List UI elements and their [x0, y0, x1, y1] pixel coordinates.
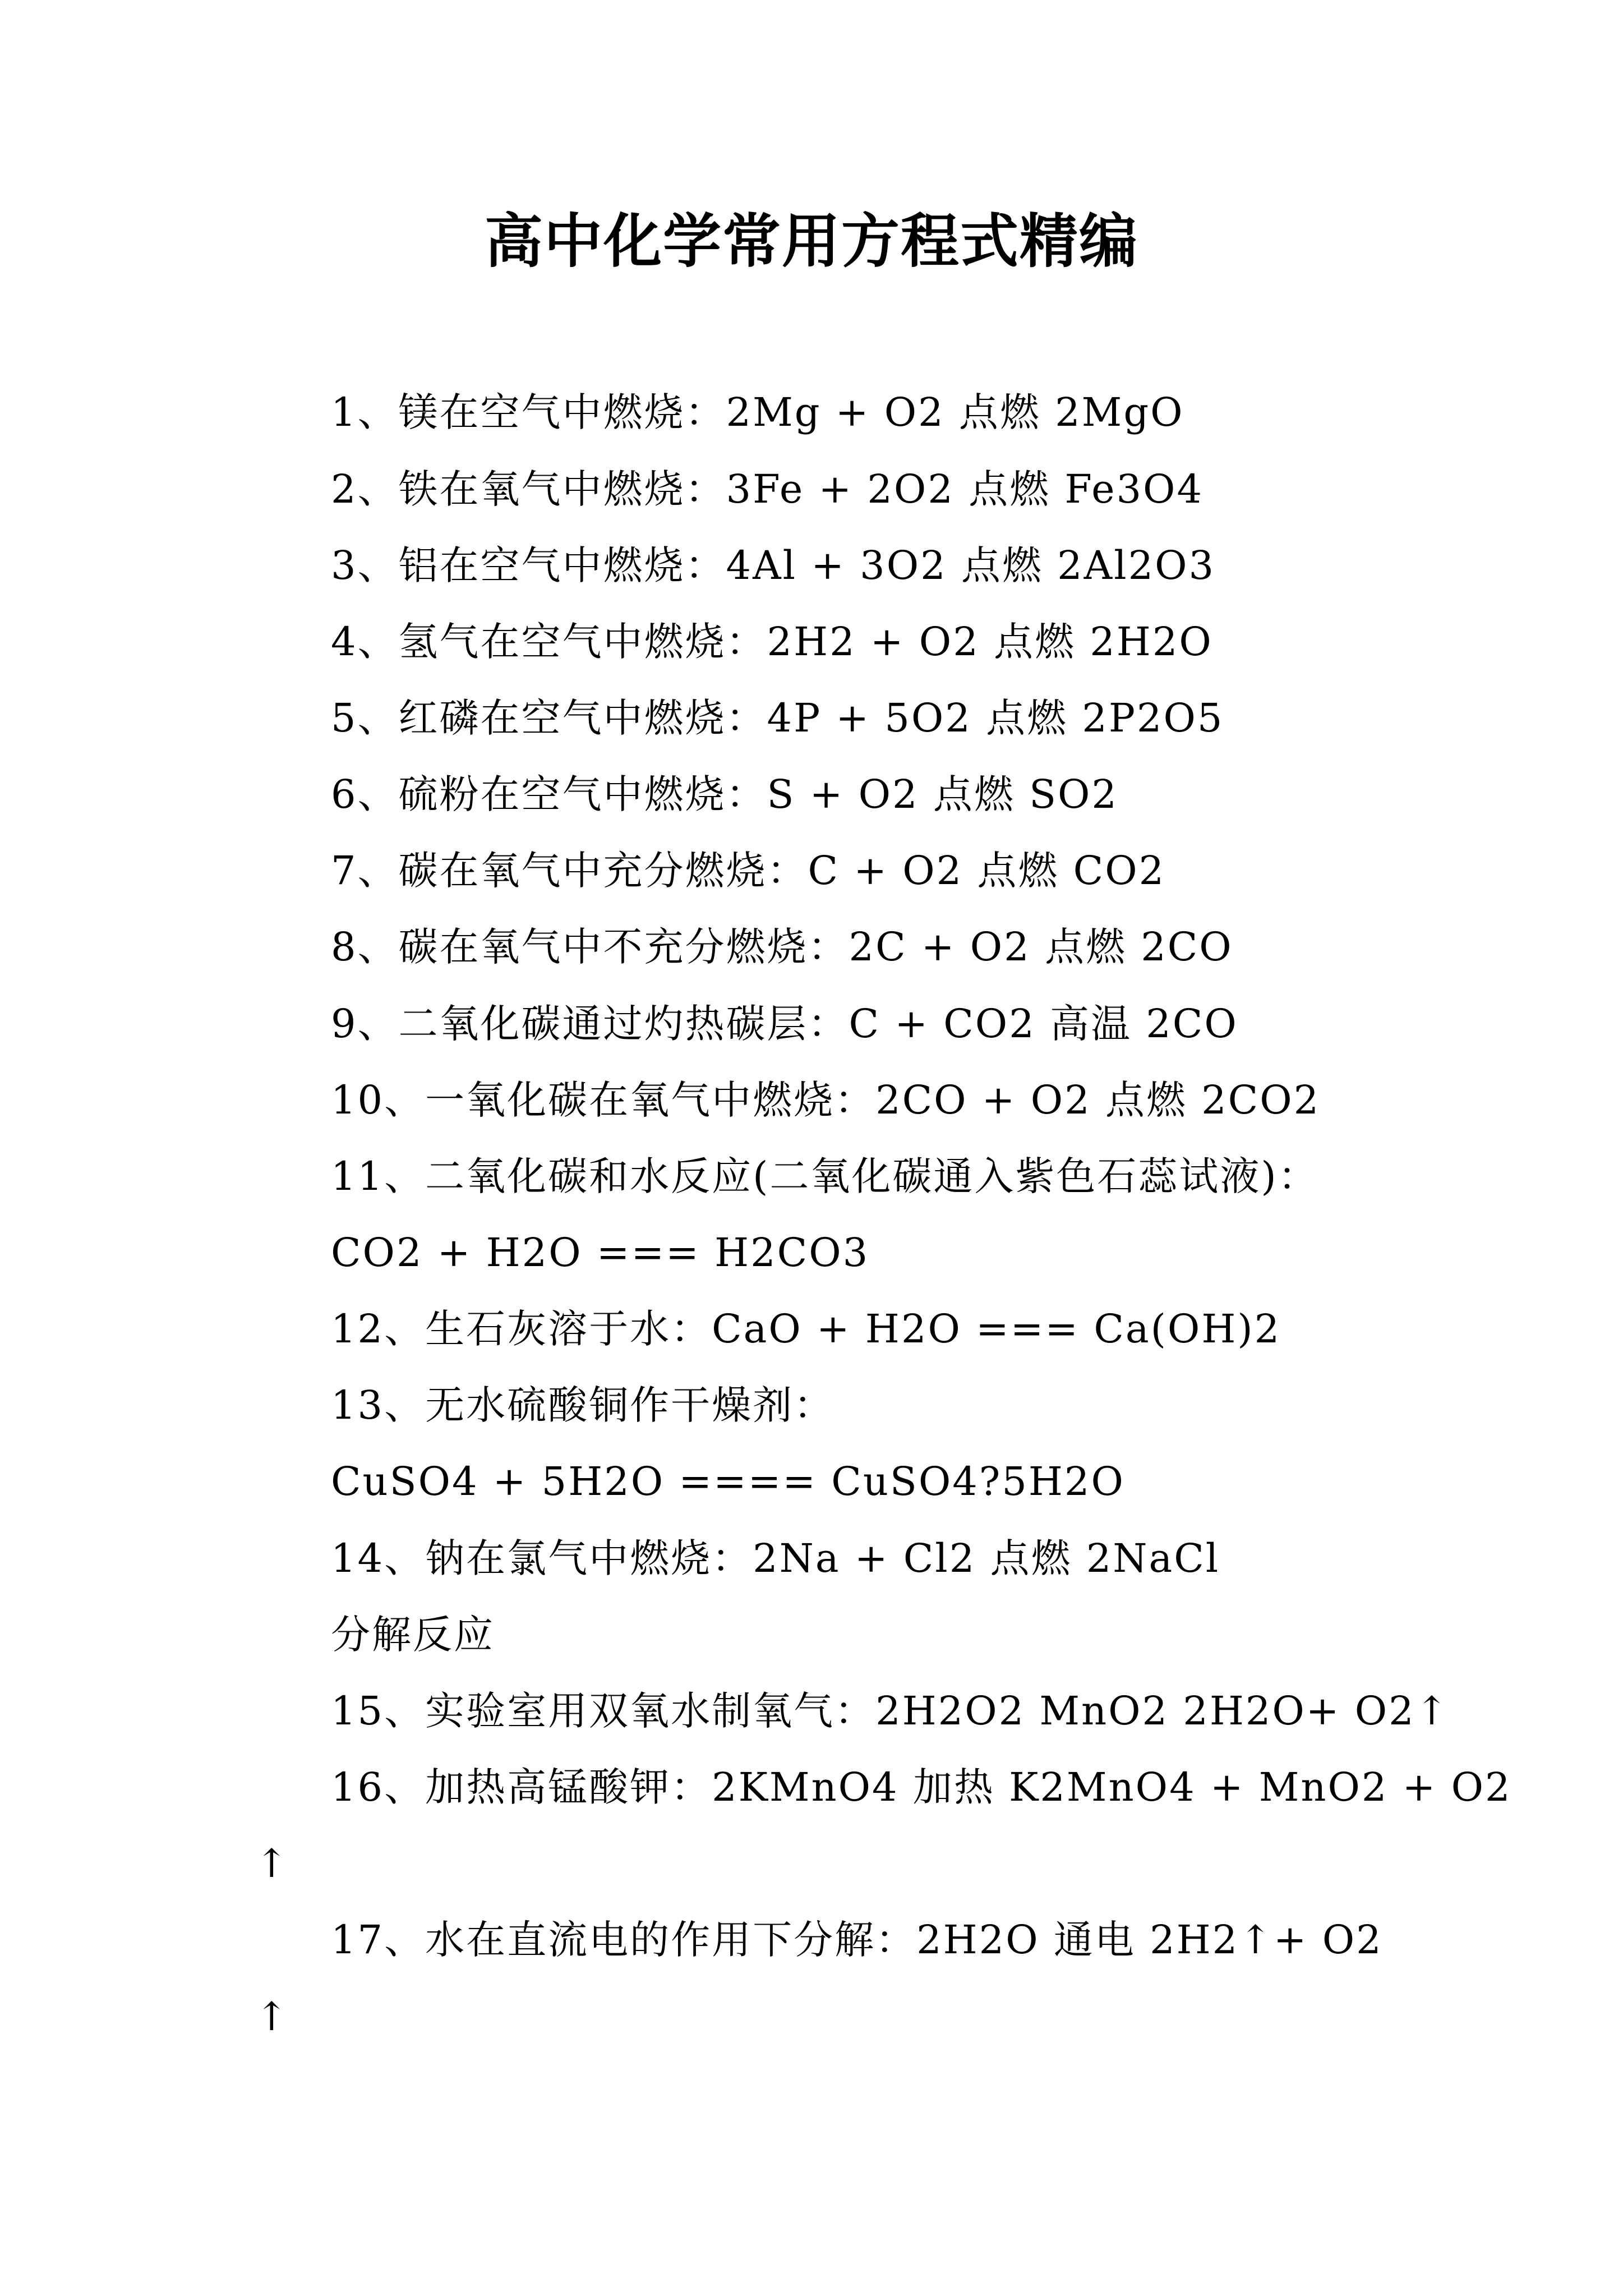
equation-line-2: 2、铁在氧气中燃烧：3Fe + 2O2 点燃 Fe3O4	[331, 466, 1204, 512]
equation-line-7: 7、碳在氧气中充分燃烧：C + O2 点燃 CO2	[331, 848, 1166, 894]
equation-line-6: 6、硫粉在空气中燃烧：S + O2 点燃 SO2	[331, 771, 1118, 817]
equation-line-17: 17、水在直流电的作用下分解：2H2O 通电 2H2↑+ O2	[331, 1917, 1383, 1963]
equation-line-1: 1、镁在空气中燃烧：2Mg + O2 点燃 2MgO	[331, 389, 1184, 435]
equation-line-11-formula: CO2 + H2O === H2CO3	[331, 1230, 870, 1276]
section-heading-decomposition: 分解反应	[331, 1612, 495, 1658]
equation-line-16: 16、加热高锰酸钾：2KMnO4 加热 K2MnO4 + MnO2 + O2	[331, 1764, 1512, 1810]
equation-line-9: 9、二氧化碳通过灼热碳层：C + CO2 高温 2CO	[331, 1001, 1238, 1047]
equation-line-11-heading: 11、二氧化碳和水反应(二氧化碳通入紫色石蕊试液)：	[331, 1153, 1319, 1199]
equation-line-4: 4、氢气在空气中燃烧：2H2 + O2 点燃 2H2O	[331, 619, 1213, 665]
equation-line-10: 10、一氧化碳在氧气中燃烧：2CO + O2 点燃 2CO2	[331, 1077, 1321, 1123]
equation-line-13-formula: CuSO4 + 5H2O ==== CuSO4?5H2O	[331, 1458, 1125, 1504]
equation-line-5: 5、红磷在空气中燃烧：4P + 5O2 点燃 2P2O5	[331, 695, 1224, 741]
equation-line-12: 12、生石灰溶于水：CaO + H2O === Ca(OH)2	[331, 1306, 1281, 1352]
equation-line-16-continuation: ↑	[255, 1841, 290, 1887]
equation-line-8: 8、碳在氧气中不充分燃烧：2C + O2 点燃 2CO	[331, 924, 1233, 970]
equation-line-14: 14、钠在氯气中燃烧：2Na + Cl2 点燃 2NaCl	[331, 1535, 1220, 1581]
equation-line-15: 15、实验室用双氧水制氧气：2H2O2 MnO2 2H2O+ O2↑	[331, 1688, 1450, 1734]
page-title: 高中化学常用方程式精编	[484, 206, 1138, 275]
equation-line-3: 3、铝在空气中燃烧：4Al + 3O2 点燃 2Al2O3	[331, 542, 1216, 588]
equation-line-13-heading: 13、无水硫酸铜作干燥剂：	[331, 1382, 835, 1428]
equation-line-17-continuation: ↑	[255, 1994, 290, 2040]
